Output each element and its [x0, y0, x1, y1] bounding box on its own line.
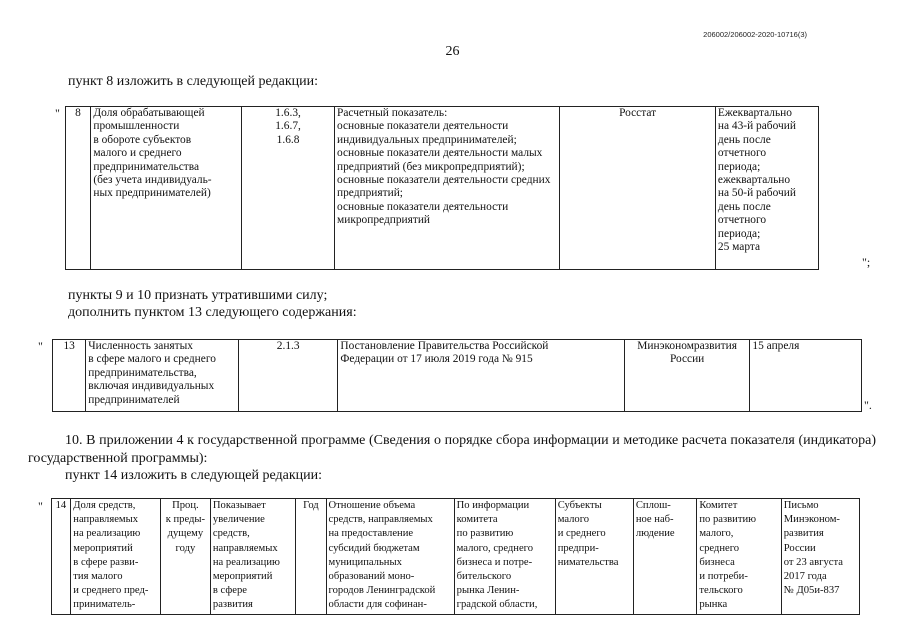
indicator-code: 2.1.3: [238, 340, 337, 412]
row-number: 14: [51, 499, 71, 615]
open-quote: ": [55, 105, 60, 120]
row-number: 13: [53, 340, 86, 412]
unit: Проц. к преды- дущему году: [160, 499, 210, 615]
table-row: [55, 107, 819, 270]
document-id: 206002/206002-2020-10716(3): [703, 30, 807, 39]
table-item-13: [38, 339, 862, 412]
reference-letter: Письмо Минэконом- развития России от 23 августа 2017 года № Д05и-837: [781, 499, 859, 615]
paragraph-items-9-10: пункты 9 и 10 признать утратившими силу;: [68, 288, 328, 303]
calculation-method: Постановление Правительства Российской Федерации от 17 июля 2019 года № 915: [338, 340, 624, 412]
indicator-codes: 1.6.3, 1.6.7, 1.6.8: [242, 107, 335, 270]
responsible-body: Комитет по развитию малого, среднего бизнеса и потреби- тельского рынка: [697, 499, 781, 615]
reporting-period: 15 апреля: [750, 340, 862, 412]
open-quote: ": [38, 338, 43, 353]
period-type: Год: [296, 499, 326, 615]
table-item-8: [55, 106, 819, 270]
observation-subjects: Субъекты малого и среднего предпри- нимательства: [555, 499, 633, 615]
calculation-formula: Отношение объема средств, направляемых на предоставление субсидий бюджетам муниципальных образований моно- городов Ленинградской области для софинан-: [326, 499, 454, 615]
closing-quote: ";: [862, 255, 871, 269]
data-source: Минэкономразвития России: [624, 340, 750, 412]
table-item-14: [38, 498, 860, 615]
page-number: 26: [445, 44, 460, 59]
observation-method: Сплош- ное наб- людение: [633, 499, 697, 615]
paragraph-item-8-intro: пункт 8 изложить в следующей редакции:: [68, 74, 318, 89]
paragraph-appendix-4: 10. В приложении 4 к государственной программе (Сведения о порядке сбора информации и методике расчета показателя (индикатора) государственной программы):: [28, 433, 876, 466]
indicator-name: Численность занятых в сфере малого и среднего предпринимательства, включая индивидуальных предпринимателей: [86, 340, 239, 412]
row-number: 8: [65, 107, 91, 270]
indicator-description: Показывает увеличение средств, направляемых на реализацию мероприятий в сфере развития: [210, 499, 295, 615]
indicator-name: Доля обрабатывающей промышленности в обороте субъектов малого и среднего предпринимательства (без учета индивидуаль- ных предпринимателей): [91, 107, 242, 270]
indicator-name: Доля средств, направляемых на реализацию мероприятий в сфере разви- тия малого и среднего пред- приниматель-: [71, 499, 161, 615]
table-row: [38, 340, 862, 412]
closing-quote: ".: [864, 398, 872, 412]
data-basis: По информации комитета по развитию малого, среднего бизнеса и потре- бительского рынка Ленин- градской области,: [454, 499, 555, 615]
calculation-method: Расчетный показатель: основные показатели деятельности индивидуальных предпринимателей; основные показатели деятельности малых предприятий (без микропредприятий); основные показатели деятельности средних предприятий; основные показатели деятельности микропредприятий: [335, 107, 560, 270]
table-row: [38, 499, 860, 615]
open-quote: ": [38, 498, 43, 513]
paragraph-item-14-intro: пункт 14 изложить в следующей редакции:: [65, 468, 322, 483]
data-source: Росстат: [560, 107, 716, 270]
paragraph-item-13-intro: дополнить пунктом 13 следующего содержания:: [68, 305, 357, 320]
reporting-period: Ежеквартально на 43-й рабочий день после отчетного периода; ежеквартально на 50-й рабочий день после отчетного периода; 25 марта: [715, 107, 818, 270]
